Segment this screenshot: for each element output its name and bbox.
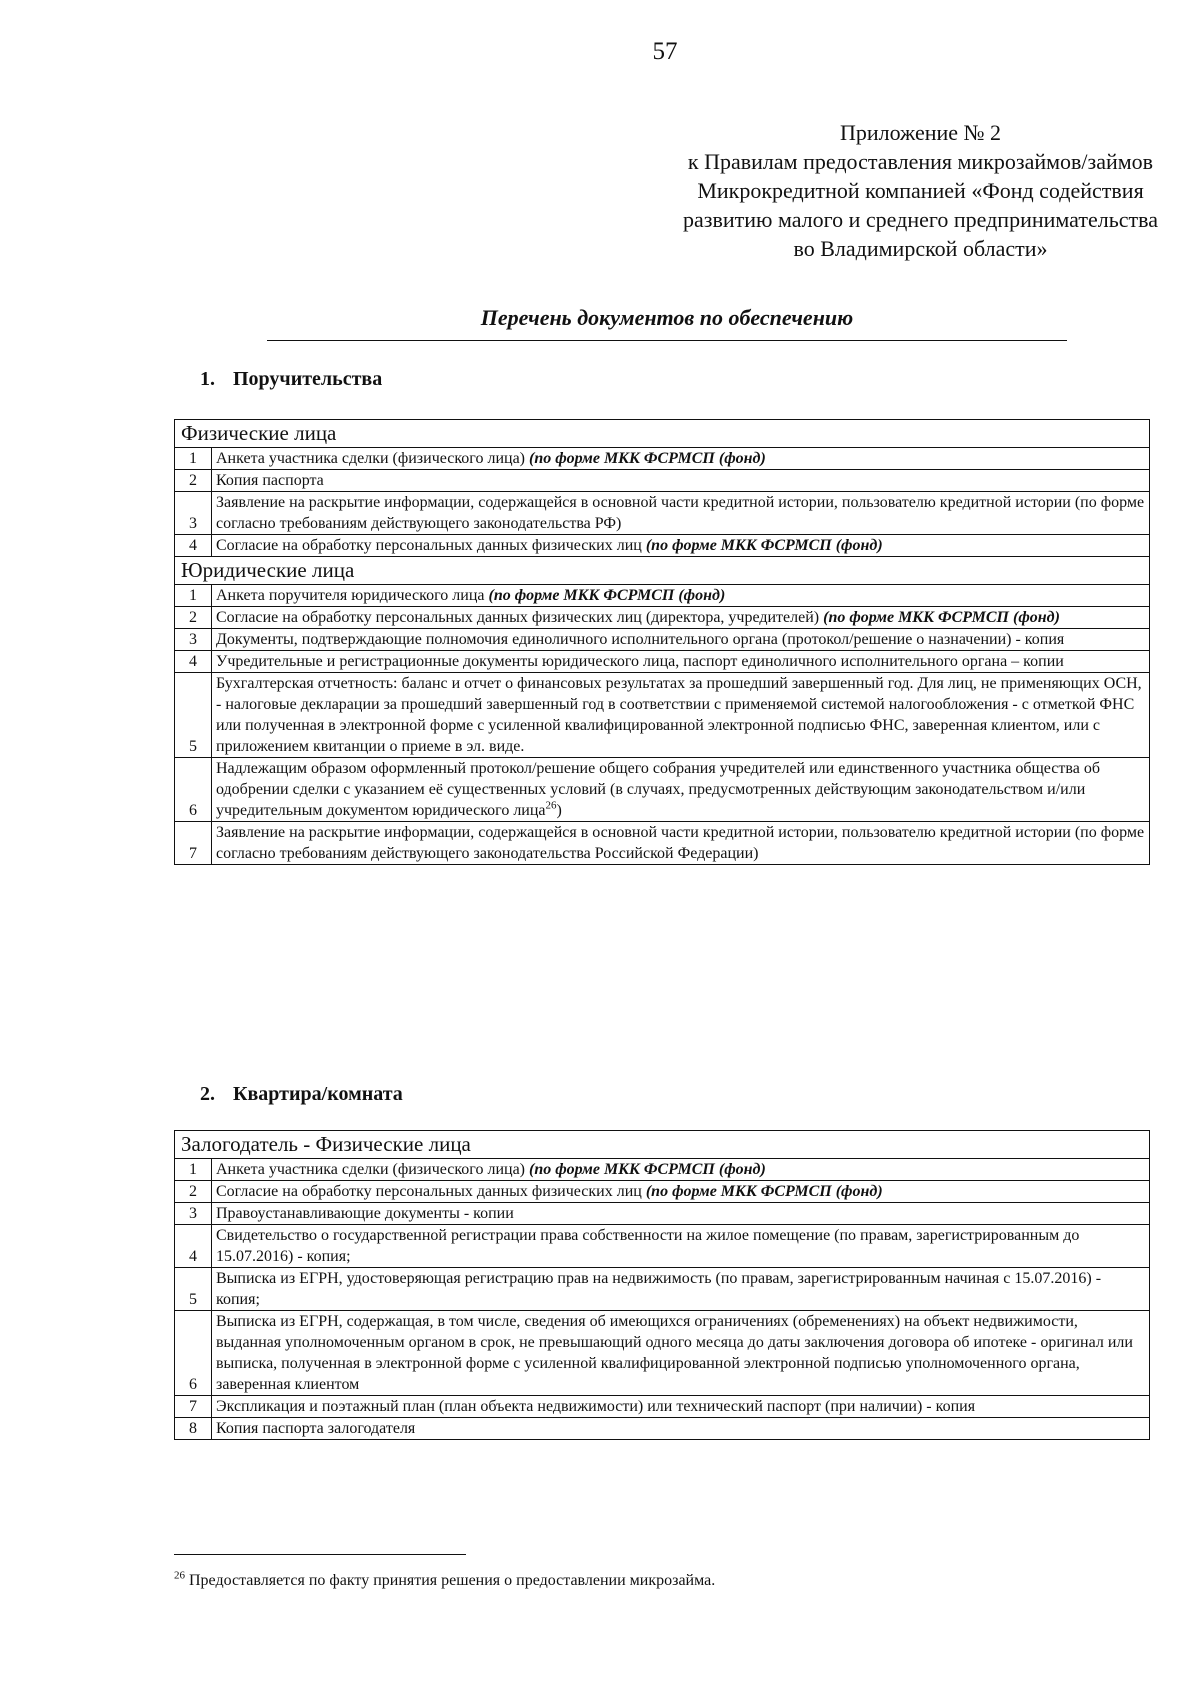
- row-number: 2: [175, 607, 212, 629]
- row-number: 4: [175, 1225, 212, 1268]
- row-text-cell: [212, 470, 1150, 492]
- row-text-cell: [212, 1268, 1150, 1311]
- row-text-cell: [212, 1225, 1150, 1268]
- title-underline: [267, 340, 1067, 341]
- appendix-line: Приложение № 2: [839, 120, 1002, 145]
- document-title: Перечень документов по обеспечению: [480, 305, 854, 330]
- row-text: Заявление на раскрытие информации, содержащейся в основной части кредитной истории, пользователю кредитной истории (по форме согласно требованиям действующего законодательства РФ): [216, 494, 1145, 532]
- group-label: Юридические лица: [175, 557, 1150, 585]
- row-number: 7: [175, 1396, 212, 1418]
- section-heading: [200, 1083, 403, 1106]
- footnote-text: Предоставляется по факту принятия решения о предоставлении микрозайма.: [189, 1572, 716, 1589]
- row-number: 2: [175, 1181, 212, 1203]
- row-number: 5: [175, 673, 212, 758]
- row-text: Свидетельство о государственной регистрации права собственности на жилое помещение (по правам, зарегистрированным до 15.07.2016) - копия;: [216, 1227, 1080, 1265]
- section-title: Квартира/комната: [233, 1083, 403, 1105]
- row-number: 4: [175, 651, 212, 673]
- row-text: Согласие на обработку персональных данных физических лиц: [216, 537, 642, 554]
- appendix-line: развитию малого и среднего предпринимательства: [683, 207, 1158, 232]
- row-text: Анкета поручителя юридического лица: [216, 587, 485, 604]
- group-label: Залогодатель - Физические лица: [175, 1131, 1150, 1159]
- row-number: 7: [175, 822, 212, 865]
- row-text-cell: [212, 607, 1150, 629]
- table-row: [175, 448, 1150, 470]
- row-number: 3: [175, 629, 212, 651]
- table-row: [175, 1268, 1150, 1311]
- row-text-cell: [212, 629, 1150, 651]
- row-text: Анкета участника сделки (физического лица): [216, 1161, 525, 1178]
- row-number: 6: [175, 1311, 212, 1396]
- table-row: [175, 822, 1150, 865]
- row-number: 1: [175, 585, 212, 607]
- table-row: [175, 1311, 1150, 1396]
- row-text-cell: [212, 673, 1150, 758]
- appendix-line: к Правилам предоставления микрозаймов/займов: [687, 149, 1154, 174]
- row-text-cell: [212, 1418, 1150, 1440]
- table-row: [175, 1159, 1150, 1181]
- row-text: Анкета участника сделки (физического лица): [216, 450, 525, 467]
- row-text-tail: ): [556, 802, 562, 819]
- form-note: (по форме МКК ФСРМСП (фонд): [645, 1183, 883, 1200]
- row-text-cell: [212, 822, 1150, 865]
- row-text: Копия паспорта залогодателя: [216, 1420, 416, 1437]
- table-row: [175, 1225, 1150, 1268]
- row-number: 5: [175, 1268, 212, 1311]
- table-row: [175, 535, 1150, 557]
- row-text: Документы, подтверждающие полномочия единоличного исполнительного органа (протокол/решение о назначении) - копия: [216, 631, 1065, 648]
- row-text-cell: [212, 585, 1150, 607]
- row-text: Согласие на обработку персональных данных физических лиц (директора, учредителей): [216, 609, 820, 626]
- group-header-row: [175, 557, 1150, 585]
- table-row: [175, 758, 1150, 822]
- row-text: Выписка из ЕГРН, содержащая, в том числе, сведения об имеющихся ограничениях (обременениях) на объект недвижимости, выданная уполномоченным органом в срок, не превышающий одного месяца до даты заключения договора об ипотеке - оригинал или выписка, полученная в электронной форме с усиленной квалифицированной электронной подписью уполномоченного органа, заверенная клиентом: [216, 1313, 1133, 1393]
- row-text: Заявление на раскрытие информации, содержащейся в основной части кредитной истории, пользователю кредитной истории (по форме согласно требованиям действующего законодательства Российской Федерации): [216, 824, 1145, 862]
- form-note: (по форме МКК ФСРМСП (фонд): [645, 537, 883, 554]
- row-number: 4: [175, 535, 212, 557]
- page-number: 57: [652, 38, 678, 65]
- section-heading: [200, 368, 382, 391]
- form-note: (по форме МКК ФСРМСП (фонд): [529, 450, 766, 467]
- row-text-cell: [212, 1203, 1150, 1225]
- table-row: [175, 470, 1150, 492]
- section-number: 2.: [200, 1083, 215, 1105]
- row-text: Экспликация и поэтажный план (план объекта недвижимости) или технический паспорт (при наличии) - копия: [216, 1398, 976, 1415]
- table-row: [175, 492, 1150, 535]
- row-number: 8: [175, 1418, 212, 1440]
- row-number: 6: [175, 758, 212, 822]
- form-note: (по форме МКК ФСРМСП (фонд): [823, 609, 1060, 626]
- form-note: (по форме МКК ФСРМСП (фонд): [529, 1161, 766, 1178]
- table-row: [175, 585, 1150, 607]
- row-text-cell: [212, 448, 1150, 470]
- footnote: [174, 1569, 716, 1590]
- row-text-cell: [212, 1159, 1150, 1181]
- row-text: Согласие на обработку персональных данных физических лиц: [216, 1183, 642, 1200]
- row-text: Правоустанавливающие документы - копии: [216, 1205, 514, 1222]
- table-row: [175, 607, 1150, 629]
- row-number: 3: [175, 492, 212, 535]
- row-text-cell: [212, 1181, 1150, 1203]
- table-row: [175, 673, 1150, 758]
- row-text-cell: [212, 651, 1150, 673]
- section-number: 1.: [200, 368, 215, 390]
- guarantees-table: [174, 419, 1150, 865]
- row-text: Надлежащим образом оформленный протокол/решение общего собрания учредителей или единственного участника общества об одобрении сделки с указанием её существенных условий (в случаях, предусмотренных действующим законодательством и/или учредительным документом юридического лица: [216, 760, 1100, 819]
- footnote-mark: 26: [174, 1569, 185, 1582]
- row-text: Копия паспорта: [216, 472, 324, 489]
- row-number: 2: [175, 470, 212, 492]
- table-row: [175, 651, 1150, 673]
- form-note: (по форме МКК ФСРМСП (фонд): [488, 587, 726, 604]
- table-row: [175, 1181, 1150, 1203]
- row-number: 3: [175, 1203, 212, 1225]
- table-row: [175, 1396, 1150, 1418]
- appendix-line: во Владимирской области»: [793, 236, 1048, 261]
- group-header-row: [175, 420, 1150, 448]
- row-text-cell: [212, 1396, 1150, 1418]
- row-text: Учредительные и регистрационные документы юридического лица, паспорт единоличного исполнительного органа – копии: [216, 653, 1064, 670]
- table-row: [175, 1418, 1150, 1440]
- row-text: Выписка из ЕГРН, удостоверяющая регистрацию прав на недвижимость (по правам, зарегистрированным начиная с 15.07.2016) - копия;: [216, 1270, 1102, 1308]
- footnote-rule: [174, 1554, 466, 1555]
- group-header-row: [175, 1131, 1150, 1159]
- section-title: Поручительства: [233, 368, 383, 390]
- footnote-reference: 26: [545, 799, 557, 812]
- row-text-cell: [212, 492, 1150, 535]
- group-label: Физические лица: [175, 420, 1150, 448]
- appendix-line: Микрокредитной компанией «Фонд содействия: [697, 178, 1144, 203]
- row-number: 1: [175, 1159, 212, 1181]
- table-row: [175, 1203, 1150, 1225]
- row-text: Бухгалтерская отчетность: баланс и отчет о финансовых результатах за прошедший завершенный год. Для лиц, не применяющих ОСН, - налоговые декларации за прошедший завершенный год в соответствии с применяемой системой налогообложения - с отметкой ФНС или полученная в электронной форме с усиленной квалифицированной электронной подписью ФНС, заверенная клиентом, или с приложением квитанции о приеме в эл. виде.: [216, 675, 1142, 755]
- row-number: 1: [175, 448, 212, 470]
- row-text-cell: [212, 1311, 1150, 1396]
- row-text-cell: [212, 535, 1150, 557]
- apartment-table: [174, 1130, 1150, 1440]
- row-text-cell: [212, 758, 1150, 822]
- table-row: [175, 629, 1150, 651]
- appendix-block: [683, 118, 1158, 263]
